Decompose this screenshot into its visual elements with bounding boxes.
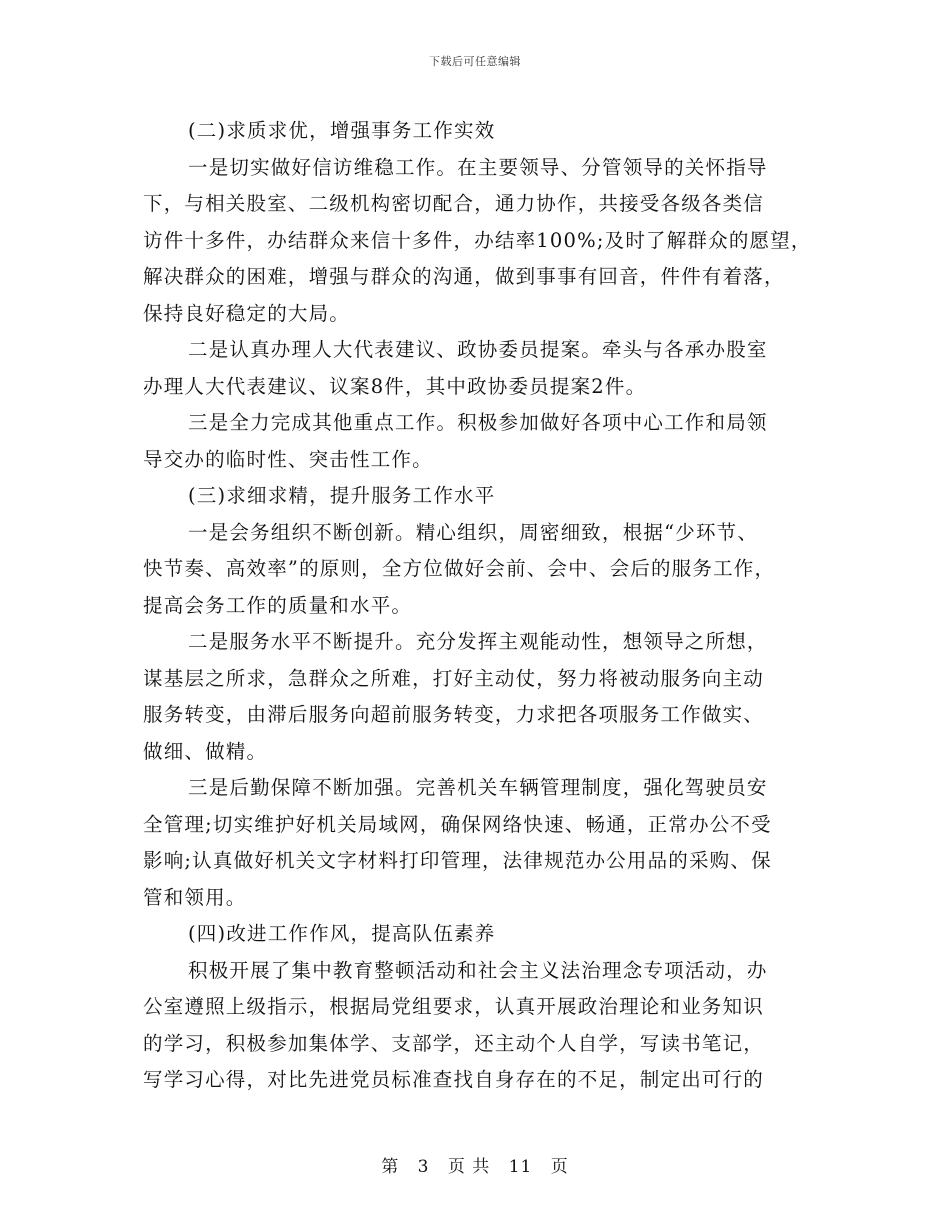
- document-body: [143, 113, 823, 1099]
- footer-suffix: 页: [550, 1157, 569, 1177]
- paragraph-line: 管和领用。: [143, 885, 247, 909]
- paragraph-first-line: 三是后勤保障不断加强。完善机关车辆管理制度，强化驾驶员安: [188, 776, 768, 799]
- paragraph-first-line: 一是会务组织不断创新。精心组织，周密细致，根据“少环节、: [188, 520, 759, 544]
- paragraph-line: 导交办的临时性、突击性工作。: [143, 447, 433, 471]
- paragraph-first-line: 二是认真办理人大代表建议、政协委员提案。牵头与各承办股室: [188, 338, 768, 361]
- paragraph-line: 谋基层之所求，急群众之所难，打好主动仗，努力将被动服务向主动: [143, 666, 765, 690]
- paragraph-first-line: 积极开展了集中教育整顿活动和社会主义法治理念专项活动，办: [188, 958, 768, 982]
- paragraph-first-line: 二是服务水平不断提升。充分发挥主观能动性，想领导之所想，: [188, 630, 768, 653]
- paragraph-line: 下，与相关股室、二级机构密切配合，通力协作，共接受各级各类信: [143, 192, 765, 215]
- paragraph-line: 做细、做精。: [143, 739, 268, 763]
- footer-page-number: 3: [417, 1157, 430, 1177]
- paragraph-line: 办理人大代表建议、议案8件，其中政协委员提案2件。: [143, 374, 647, 398]
- footer-total-pages: 11: [508, 1157, 533, 1177]
- paragraph-line: 解决群众的困难，增强与群众的沟通，做到事事有回音，件件有着落，: [143, 265, 785, 288]
- paragraph-line: 的学习，积极参加集体学、支部学，还主动个人自学，写读书笔记，: [143, 1031, 765, 1055]
- paragraph-first-line: 三是全力完成其他重点工作。积极参加做好各项中心工作和局领: [188, 411, 768, 434]
- paragraph-line: 影响;认真做好机关文字材料打印管理，法律规范办公用品的采购、保: [143, 849, 772, 872]
- footer-middle: 页 共: [447, 1157, 491, 1177]
- paragraph-line: 服务转变，由滞后服务向超前服务转变，力求把各项服务工作做实、: [143, 703, 765, 726]
- paragraph-first-line: (三)求细求精，提升服务工作水平: [188, 484, 496, 507]
- paragraph-line: 提高会务工作的质量和水平。: [143, 593, 413, 617]
- paragraph-line: 公室遵照上级指示，根据局党组要求，认真开展政治理论和业务知识: [143, 995, 765, 1018]
- page-header: 下载后可任意编辑: [429, 55, 521, 68]
- paragraph-first-line: (四)改进工作作风，提高队伍素养: [188, 922, 496, 945]
- paragraph-first-line: 一是切实做好信访维稳工作。在主要领导、分管领导的关怀指导: [188, 155, 768, 179]
- paragraph-line: 写学习心得，对比先进党员标准查找自身存在的不足，制定出可行的: [143, 1068, 765, 1091]
- page-footer: [0, 1152, 950, 1177]
- paragraph-first-line: (二)求质求优，增强事务工作实效: [188, 119, 496, 142]
- footer-prefix: 第: [381, 1157, 400, 1177]
- paragraph-line: 快节奏、高效率”的原则，全方位做好会前、会中、会后的服务工作，: [143, 557, 776, 580]
- paragraph-line: 保持良好稳定的大局。: [143, 301, 351, 325]
- paragraph-line: 全管理;切实维护好机关局域网，确保网络快速、畅通，正常办公不受: [143, 812, 772, 836]
- paragraph-line: 访件十多件，办结群众来信十多件，办结率100%;及时了解群众的愿望，: [143, 228, 812, 252]
